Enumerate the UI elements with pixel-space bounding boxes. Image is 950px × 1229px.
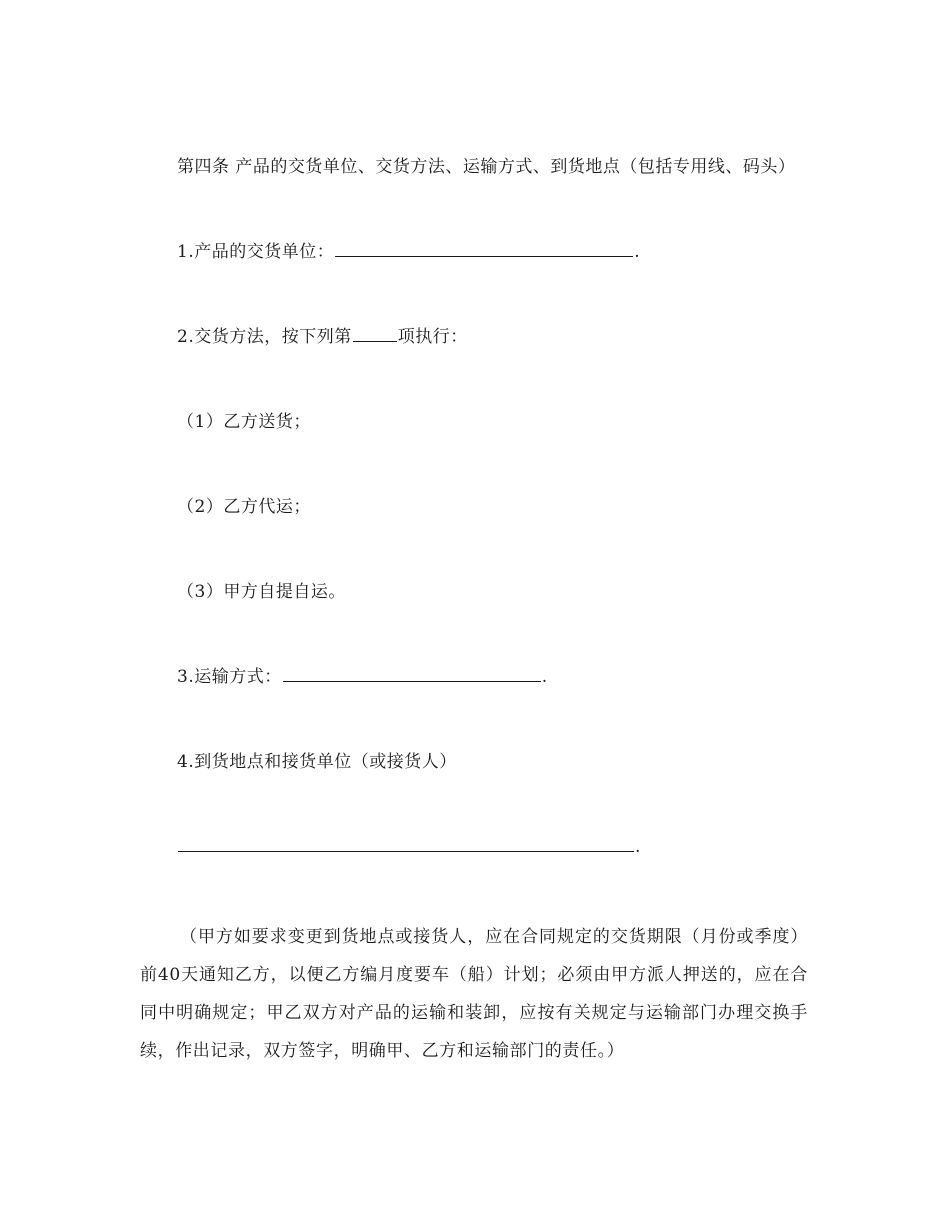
delivery-method-row	[177, 326, 468, 348]
arrival-label: 4.到货地点和接货单位（或接货人）	[177, 752, 457, 772]
delivery-change-note: （甲方如要求变更到货地点或接货人，应在合同规定的交货期限（月份或季度）前40天通知乙方，以便乙方编月度要车（船）计划；必须由甲方派人押送的，应在合同中明确规定；甲乙双方对产品的运输和装卸，应按有关规定与运输部门办理交换手续，作出记录，双方签字，明确甲、乙方和运输部门的责任。）	[140, 927, 808, 1061]
article-heading-text: 第四条 产品的交货单位、交货方法、运输方式、到货地点（包括专用线、码头）	[177, 157, 796, 177]
option-3	[177, 581, 346, 603]
delivery-unit-label: 1.产品的交货单位：	[177, 242, 335, 262]
article-heading	[177, 156, 795, 178]
delivery-unit-row	[177, 241, 640, 263]
arrival-end: .	[635, 837, 641, 857]
transport-label: 3.运输方式：	[177, 667, 282, 687]
option-1-text: （1）乙方送货；	[177, 412, 311, 432]
delivery-method-label: 2.交货方法，按下列第	[177, 327, 352, 347]
transport-end: .	[541, 667, 548, 687]
arrival-blank[interactable]	[178, 837, 634, 852]
option-2	[177, 496, 311, 518]
arrival-label-row	[177, 751, 457, 773]
transport-blank[interactable]	[283, 667, 541, 682]
arrival-blank-row	[177, 836, 641, 858]
option-1	[177, 411, 311, 433]
option-2-text: （2）乙方代运；	[177, 497, 311, 517]
transport-row	[177, 666, 548, 688]
delivery-method-suffix: 项执行：	[397, 327, 468, 347]
delivery-unit-blank[interactable]	[335, 242, 633, 257]
delivery-unit-end: .	[634, 242, 641, 262]
delivery-method-blank[interactable]	[353, 327, 397, 342]
option-3-text: （3）甲方自提自运。	[177, 582, 346, 602]
